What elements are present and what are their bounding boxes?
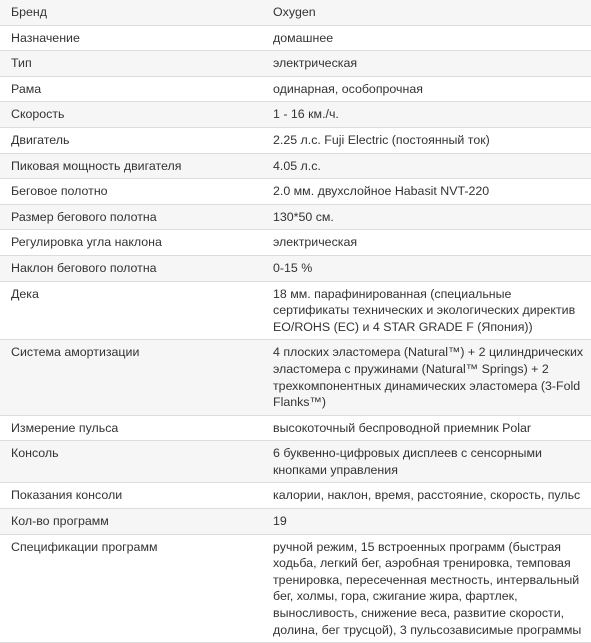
spec-label: Кол-во программ (11, 514, 109, 529)
spec-label: Регулировка угла наклона (11, 235, 162, 250)
spec-value: 2.0 мм. двухслойное Habasit NVT-220 (273, 184, 490, 199)
spec-value: домашнее (273, 30, 334, 45)
spec-value: электрическая (273, 235, 358, 250)
spec-value: 4.05 л.с. (273, 158, 321, 173)
spec-row-cushioning (0, 340, 591, 415)
spec-row-peak-power (0, 153, 591, 179)
spec-row-brand (0, 0, 591, 25)
spec-row-type (0, 51, 591, 77)
spec-value: 1 - 16 км./ч. (273, 107, 339, 122)
spec-row-deck (0, 281, 591, 340)
spec-row-console (0, 441, 591, 483)
spec-row-belt-size (0, 204, 591, 230)
spec-row-motor (0, 127, 591, 153)
spec-label: Назначение (11, 30, 80, 45)
spec-label: Беговое полотно (11, 184, 108, 199)
spec-label: Пиковая мощность двигателя (11, 158, 182, 173)
spec-label: Дека (11, 286, 39, 301)
spec-row-pulse (0, 415, 591, 441)
spec-value: ручной режим, 15 встроенных программ (быстрая ходьба, легкий бег, аэробная тренировка, темповая тренировка, пересеченная местность, интервальный бег, холмы, гора, сжигание жира, фартлек, выносливость, снижение веса, развитие скорости, долина, бег трусцой), 3 пульсозависимые программы (273, 539, 582, 637)
spec-row-program-count (0, 509, 591, 535)
spec-label: Спецификации программ (11, 539, 158, 554)
spec-value: 0-15 % (273, 260, 313, 275)
spec-row-belt (0, 179, 591, 205)
spec-label: Тип (11, 56, 32, 71)
spec-value: калории, наклон, время, расстояние, скорость, пульс (273, 488, 581, 503)
spec-value: 2.25 л.с. Fuji Electric (постоянный ток) (273, 132, 490, 147)
spec-label: Двигатель (11, 132, 70, 147)
spec-label: Измерение пульса (11, 420, 119, 435)
spec-row-frame (0, 76, 591, 102)
spec-row-purpose (0, 25, 591, 51)
spec-row-console-readings (0, 483, 591, 509)
spec-value: электрическая (273, 56, 358, 71)
spec-label: Консоль (11, 446, 59, 461)
spec-row-incline (0, 255, 591, 281)
spec-label: Размер бегового полотна (11, 209, 157, 224)
spec-row-incline-adjust (0, 230, 591, 256)
spec-label: Бренд (11, 5, 47, 19)
spec-row-speed (0, 102, 591, 128)
spec-value: 4 плоских эластомера (Natural™) + 2 цилиндрических эластомера с пружинами (Natural™ Springs) + 2 трехкомпонентных динамических эластомера (3-Fold Flanks™) (273, 345, 584, 410)
spec-value: 130*50 см. (273, 209, 334, 224)
spec-value: Oxygen (273, 5, 316, 19)
spec-value: 18 мм. парафинированная (специальные сертификаты технических и экологических директив EO/ROHS (EC) и 4 STAR GRADE F (Япония)) (273, 286, 576, 334)
spec-value: 6 буквенно-цифровых дисплеев с сенсорными кнопками управления (273, 446, 542, 477)
spec-value: 19 (273, 514, 287, 529)
spec-label: Показания консоли (11, 488, 123, 503)
spec-label: Скорость (11, 107, 65, 122)
spec-value: одинарная, особопрочная (273, 81, 423, 96)
spec-value: высокоточный беспроводной приемник Polar (273, 420, 532, 435)
spec-label: Рама (11, 81, 42, 96)
spec-label: Система амортизации (11, 345, 140, 360)
spec-row-programs (0, 534, 591, 643)
spec-label: Наклон бегового полотна (11, 260, 157, 275)
